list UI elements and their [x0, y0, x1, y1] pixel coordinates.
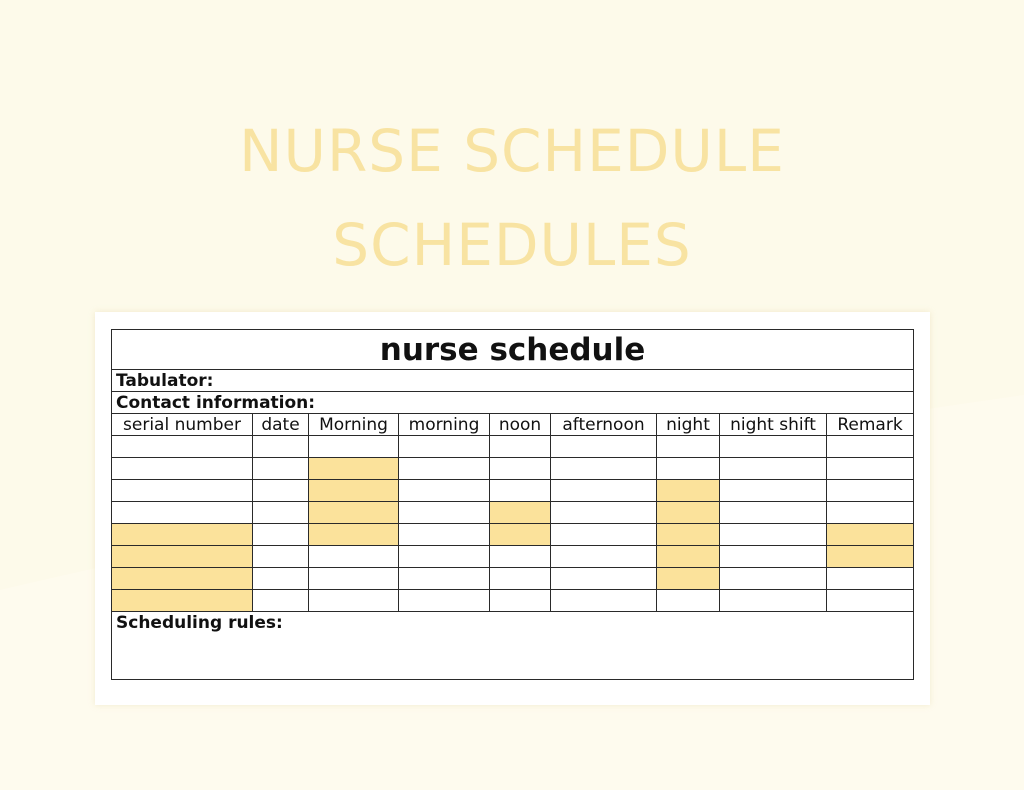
contact-info-label: Contact information: [112, 392, 914, 414]
table-cell[interactable] [827, 502, 914, 524]
column-header: serial number [112, 414, 253, 436]
table-cell[interactable] [309, 546, 399, 568]
highlighted-cell[interactable] [657, 480, 720, 502]
column-header: Remark [827, 414, 914, 436]
table-cell[interactable] [399, 436, 490, 458]
schedule-card [95, 312, 930, 705]
table-cell[interactable] [827, 436, 914, 458]
scheduling-rules-label: Scheduling rules: [112, 612, 914, 680]
table-cell[interactable] [309, 590, 399, 612]
highlighted-cell[interactable] [827, 524, 914, 546]
tabulator-label: Tabulator: [112, 370, 914, 392]
table-row [112, 568, 914, 590]
table-row [112, 590, 914, 612]
table-cell[interactable] [253, 590, 309, 612]
column-header: Morning [309, 414, 399, 436]
column-header: night shift [720, 414, 827, 436]
table-cell[interactable] [490, 568, 551, 590]
table-cell[interactable] [399, 568, 490, 590]
highlighted-cell[interactable] [827, 546, 914, 568]
highlighted-cell[interactable] [112, 546, 253, 568]
table-row [112, 480, 914, 502]
table-cell[interactable] [720, 590, 827, 612]
table-cell[interactable] [399, 524, 490, 546]
highlighted-cell[interactable] [490, 524, 551, 546]
highlighted-cell[interactable] [112, 568, 253, 590]
table-cell[interactable] [112, 436, 253, 458]
table-row [112, 524, 914, 546]
table-row [112, 546, 914, 568]
column-header-row [112, 414, 914, 436]
table-cell[interactable] [827, 458, 914, 480]
highlighted-cell[interactable] [657, 502, 720, 524]
table-cell[interactable] [720, 502, 827, 524]
table-cell[interactable] [551, 480, 657, 502]
table-cell[interactable] [657, 590, 720, 612]
table-cell[interactable] [399, 458, 490, 480]
table-cell[interactable] [490, 458, 551, 480]
table-cell[interactable] [657, 458, 720, 480]
table-cell[interactable] [399, 546, 490, 568]
headline-line-2: SCHEDULES [332, 211, 692, 279]
table-cell[interactable] [720, 568, 827, 590]
table-cell[interactable] [490, 480, 551, 502]
table-cell[interactable] [827, 480, 914, 502]
highlighted-cell[interactable] [657, 546, 720, 568]
highlighted-cell[interactable] [309, 502, 399, 524]
table-cell[interactable] [490, 546, 551, 568]
table-cell[interactable] [720, 436, 827, 458]
highlighted-cell[interactable] [309, 480, 399, 502]
table-row [112, 458, 914, 480]
table-cell[interactable] [253, 502, 309, 524]
highlighted-cell[interactable] [309, 524, 399, 546]
highlighted-cell[interactable] [112, 590, 253, 612]
table-cell[interactable] [551, 458, 657, 480]
page-headline [0, 104, 1024, 292]
headline-line-1: NURSE SCHEDULE [239, 117, 785, 185]
table-cell[interactable] [551, 502, 657, 524]
schedule-title: nurse schedule [112, 330, 914, 370]
table-cell[interactable] [720, 546, 827, 568]
table-cell[interactable] [309, 568, 399, 590]
table-cell[interactable] [551, 546, 657, 568]
table-cell[interactable] [720, 524, 827, 546]
table-cell[interactable] [253, 436, 309, 458]
table-row [112, 436, 914, 458]
highlighted-cell[interactable] [112, 524, 253, 546]
table-cell[interactable] [253, 524, 309, 546]
table-cell[interactable] [399, 480, 490, 502]
column-header: morning [399, 414, 490, 436]
table-cell[interactable] [720, 458, 827, 480]
table-cell[interactable] [551, 524, 657, 546]
table-cell[interactable] [253, 480, 309, 502]
table-cell[interactable] [253, 546, 309, 568]
table-cell[interactable] [112, 502, 253, 524]
table-cell[interactable] [827, 568, 914, 590]
table-cell[interactable] [657, 436, 720, 458]
table-cell[interactable] [309, 436, 399, 458]
table-cell[interactable] [551, 436, 657, 458]
table-cell[interactable] [551, 590, 657, 612]
table-cell[interactable] [253, 458, 309, 480]
highlighted-cell[interactable] [490, 502, 551, 524]
table-cell[interactable] [253, 568, 309, 590]
column-header: night [657, 414, 720, 436]
table-row [112, 502, 914, 524]
highlighted-cell[interactable] [309, 458, 399, 480]
table-cell[interactable] [399, 590, 490, 612]
table-cell[interactable] [112, 480, 253, 502]
column-header: date [253, 414, 309, 436]
highlighted-cell[interactable] [657, 524, 720, 546]
table-cell[interactable] [827, 590, 914, 612]
table-cell[interactable] [720, 480, 827, 502]
highlighted-cell[interactable] [657, 568, 720, 590]
table-cell[interactable] [551, 568, 657, 590]
table-cell[interactable] [399, 502, 490, 524]
column-header: noon [490, 414, 551, 436]
table-cell[interactable] [490, 590, 551, 612]
column-header: afternoon [551, 414, 657, 436]
table-cell[interactable] [112, 458, 253, 480]
schedule-table [111, 329, 914, 680]
table-cell[interactable] [490, 436, 551, 458]
